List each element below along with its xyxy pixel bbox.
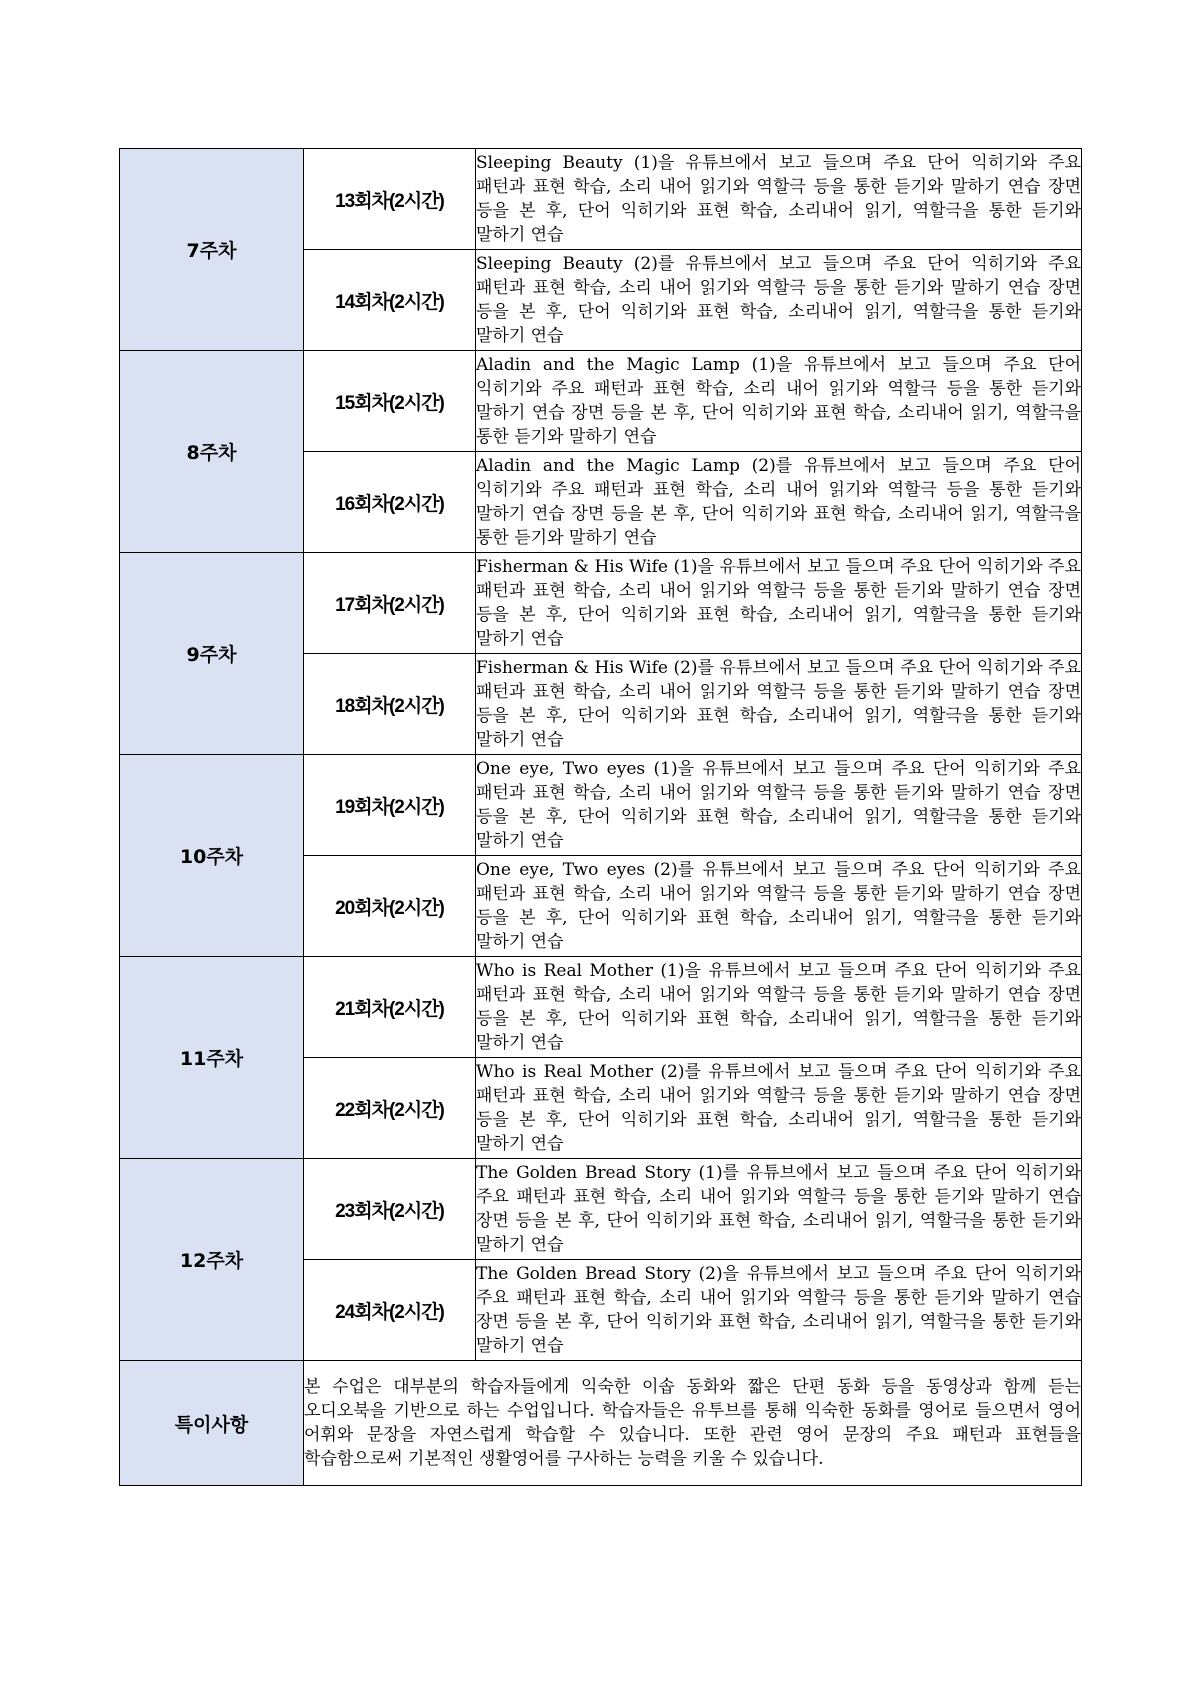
schedule-body xyxy=(120,149,1082,1486)
session-label: 19회차(2시간) xyxy=(304,755,476,856)
remarks-row xyxy=(120,1361,1082,1486)
session-description: The Golden Bread Story (1)를 유튜브에서 보고 들으며 주요 단어 익히기와 주요 패턴과 표현 학습, 소리 내어 읽기와 역할극 등을 통한 듣기와 말하기 연습 장면 등을 본 후, 단어 익히기와 표현 학습, 소리내어 읽기, 역할극을 통한 듣기와 말하기 연습 xyxy=(476,1159,1082,1260)
week-label: 11주차 xyxy=(120,957,304,1159)
session-description: Who is Real Mother (1)을 유튜브에서 보고 들으며 주요 단어 익히기와 주요 패턴과 표현 학습, 소리 내어 읽기와 역할극 등을 통한 듣기와 말하기 연습 장면 등을 본 후, 단어 익히기와 표현 학습, 소리내어 읽기, 역할극을 통한 듣기와 말하기 연습 xyxy=(476,957,1082,1058)
session-description: Sleeping Beauty (2)를 유튜브에서 보고 들으며 주요 단어 익히기와 주요 패턴과 표현 학습, 소리 내어 읽기와 역할극 등을 통한 듣기와 말하기 연습 장면 등을 본 후, 단어 익히기와 표현 학습, 소리내어 읽기, 역할극을 통한 듣기와 말하기 연습 xyxy=(476,250,1082,351)
session-label: 16회차(2시간) xyxy=(304,452,476,553)
session-label: 17회차(2시간) xyxy=(304,553,476,654)
week-row xyxy=(120,957,1082,1058)
week-row xyxy=(120,553,1082,654)
session-description: Fisherman & His Wife (2)를 유튜브에서 보고 들으며 주요 단어 익히기와 주요 패턴과 표현 학습, 소리 내어 읽기와 역할극 등을 통한 듣기와 말하기 연습 장면 등을 본 후, 단어 익히기와 표현 학습, 소리내어 읽기, 역할극을 통한 듣기와 말하기 연습 xyxy=(476,654,1082,755)
session-description: One eye, Two eyes (2)를 유튜브에서 보고 들으며 주요 단어 익히기와 주요 패턴과 표현 학습, 소리 내어 읽기와 역할극 등을 통한 듣기와 말하기 연습 장면 등을 본 후, 단어 익히기와 표현 학습, 소리내어 읽기, 역할극을 통한 듣기와 말하기 연습 xyxy=(476,856,1082,957)
session-label: 13회차(2시간) xyxy=(304,149,476,250)
session-label: 20회차(2시간) xyxy=(304,856,476,957)
week-row xyxy=(120,351,1082,452)
course-schedule-table xyxy=(119,148,1082,1486)
session-label: 21회차(2시간) xyxy=(304,957,476,1058)
session-label: 15회차(2시간) xyxy=(304,351,476,452)
session-label: 18회차(2시간) xyxy=(304,654,476,755)
session-description: Aladin and the Magic Lamp (2)를 유튜브에서 보고 들으며 주요 단어 익히기와 주요 패턴과 표현 학습, 소리 내어 읽기와 역할극 등을 통한 듣기와 말하기 연습 장면 등을 본 후, 단어 익히기와 표현 학습, 소리내어 읽기, 역할극을 통한 듣기와 말하기 연습 xyxy=(476,452,1082,553)
remarks-text: 본 수업은 대부분의 학습자들에게 익숙한 이솝 동화와 짧은 단편 동화 등을 동영상과 함께 듣는 오디오북을 기반으로 하는 수업입니다. 학습자들은 유투브를 통해 익숙한 동화를 영어로 들으면서 영어 어휘와 문장을 자연스럽게 학습할 수 있습니다. 또한 관련 영어 문장의 주요 패턴과 표현들을 학습함으로써 기본적인 생활영어를 구사하는 능력을 키울 수 있습니다. xyxy=(304,1361,1082,1486)
week-label: 7주차 xyxy=(120,149,304,351)
session-description: Sleeping Beauty (1)을 유튜브에서 보고 들으며 주요 단어 익히기와 주요 패턴과 표현 학습, 소리 내어 읽기와 역할극 등을 통한 듣기와 말하기 연습 장면 등을 본 후, 단어 익히기와 표현 학습, 소리내어 읽기, 역할극을 통한 듣기와 말하기 연습 xyxy=(476,149,1082,250)
session-label: 23회차(2시간) xyxy=(304,1159,476,1260)
session-label: 14회차(2시간) xyxy=(304,250,476,351)
week-label: 9주차 xyxy=(120,553,304,755)
session-description: Fisherman & His Wife (1)을 유튜브에서 보고 들으며 주요 단어 익히기와 주요 패턴과 표현 학습, 소리 내어 읽기와 역할극 등을 통한 듣기와 말하기 연습 장면 등을 본 후, 단어 익히기와 표현 학습, 소리내어 읽기, 역할극을 통한 듣기와 말하기 연습 xyxy=(476,553,1082,654)
week-row xyxy=(120,149,1082,250)
session-label: 22회차(2시간) xyxy=(304,1058,476,1159)
document-page xyxy=(119,148,1081,1486)
week-row xyxy=(120,1159,1082,1260)
week-label: 12주차 xyxy=(120,1159,304,1361)
session-description: The Golden Bread Story (2)을 유튜브에서 보고 들으며 주요 단어 익히기와 주요 패턴과 표현 학습, 소리 내어 읽기와 역할극 등을 통한 듣기와 말하기 연습 장면 등을 본 후, 단어 익히기와 표현 학습, 소리내어 읽기, 역할극을 통한 듣기와 말하기 연습 xyxy=(476,1260,1082,1361)
session-description: Aladin and the Magic Lamp (1)을 유튜브에서 보고 들으며 주요 단어 익히기와 주요 패턴과 표현 학습, 소리 내어 읽기와 역할극 등을 통한 듣기와 말하기 연습 장면 등을 본 후, 단어 익히기와 표현 학습, 소리내어 읽기, 역할극을 통한 듣기와 말하기 연습 xyxy=(476,351,1082,452)
session-description: One eye, Two eyes (1)을 유튜브에서 보고 들으며 주요 단어 익히기와 주요 패턴과 표현 학습, 소리 내어 읽기와 역할극 등을 통한 듣기와 말하기 연습 장면 등을 본 후, 단어 익히기와 표현 학습, 소리내어 읽기, 역할극을 통한 듣기와 말하기 연습 xyxy=(476,755,1082,856)
session-label: 24회차(2시간) xyxy=(304,1260,476,1361)
session-description: Who is Real Mother (2)를 유튜브에서 보고 들으며 주요 단어 익히기와 주요 패턴과 표현 학습, 소리 내어 읽기와 역할극 등을 통한 듣기와 말하기 연습 장면 등을 본 후, 단어 익히기와 표현 학습, 소리내어 읽기, 역할극을 통한 듣기와 말하기 연습 xyxy=(476,1058,1082,1159)
week-label: 8주차 xyxy=(120,351,304,553)
week-label: 10주차 xyxy=(120,755,304,957)
remarks-label: 특이사항 xyxy=(120,1361,304,1486)
week-row xyxy=(120,755,1082,856)
